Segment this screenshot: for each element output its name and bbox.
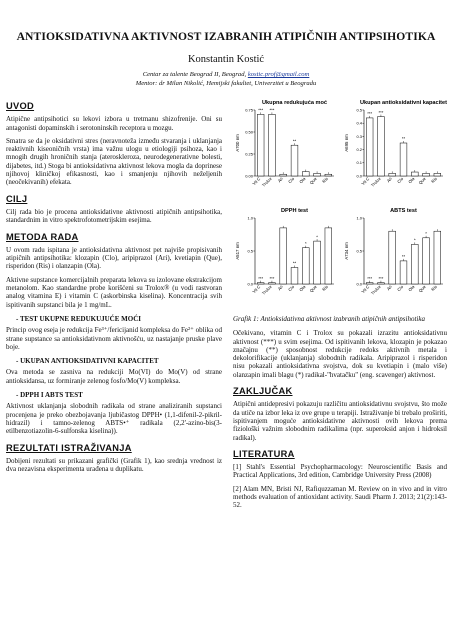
bar-ola xyxy=(302,172,309,176)
x-tick-label: Vit C xyxy=(251,176,262,187)
x-tick-label: Ari xyxy=(276,284,284,292)
y-tick-label: 0.00 xyxy=(245,173,253,179)
bar-vit-c xyxy=(366,283,373,284)
chart-dpph xyxy=(233,204,338,309)
significance-label: *** xyxy=(367,275,373,281)
y-tick-label: 1.0 xyxy=(356,215,362,221)
subheading-reducing-power: - TEST UKUPNE REDUKUJUĆE MOĆI xyxy=(16,314,141,323)
x-tick-label: Vit C xyxy=(360,176,371,187)
bar-trolox xyxy=(378,117,385,176)
x-tick-label: Que xyxy=(417,284,427,294)
bar-que xyxy=(423,173,430,176)
section-heading-rezultati: REZULTATI ISTRAŽIVANJA xyxy=(6,442,132,453)
significance-label: ** xyxy=(401,254,406,260)
x-tick-label: Clo xyxy=(287,284,296,293)
y-tick-label: 0.75 xyxy=(245,107,253,113)
left-column xyxy=(6,96,222,478)
x-tick-label: Ris xyxy=(321,284,330,292)
reference-1: [1] Stahl's Essential Psychopharmacology: Neuroscientific Basis and Practical Applications, 3rd edition, Cambridge University Press (2008) xyxy=(233,463,447,480)
significance-label: *** xyxy=(367,111,373,117)
x-tick-label: Ari xyxy=(276,176,284,184)
x-tick-label: Ari xyxy=(385,284,393,292)
y-tick-label: 0.0 xyxy=(247,281,253,287)
significance-label: * xyxy=(304,240,307,246)
uvod-paragraph-2: Smatra se da je oksidativni stres (neravnoteža između stvaranja i uklanjanja reaktivnih kiseoničnih vrsta) ima važnu ulogu u etiologiji psihoza, kao i mnogih drugih hroničnih stanja (ateroskleroza, neurodegenerativne bolesti, dijabetes, itd.) Stoga bi antioksidativna aktivnost lekova mogla da doprinese njihovoj kliničkoj efikasnosti, kao i smanjenju njihovih neželjenih (neočekivanih) efekata. xyxy=(6,136,222,187)
chart-svg xyxy=(342,204,447,309)
x-tick-label: Clo xyxy=(396,176,405,185)
charts-grid xyxy=(233,96,447,311)
x-tick-label: Ris xyxy=(321,176,330,184)
bar-clo xyxy=(400,143,407,176)
uvod-paragraph-1: Atipične antipsihotici su lekovi izbora u tretmanu shizofrenije. Oni su antagonisti dopaminskih i serotoninskih receptora u mozgu. xyxy=(6,115,222,132)
y-tick-label: 1.0 xyxy=(247,215,253,221)
x-tick-label: Trolox xyxy=(260,176,273,188)
y-axis-label: A734 nm xyxy=(344,242,349,260)
reference-2: [2] Alam MN, Bristi NJ, Rafiquzzaman M. Review on in vivo and in vitro methods evaluation of antioxidant activity. Saudi Pharm J. 2013; 21(2):143-52. xyxy=(233,484,447,510)
x-tick-label: Trolox xyxy=(369,176,382,188)
author-name: Konstantin Kostić xyxy=(187,54,265,65)
bar-que xyxy=(423,238,430,284)
chart-abts xyxy=(342,204,447,309)
chart-reducing-power xyxy=(233,96,338,201)
x-tick-label: Ola xyxy=(298,176,307,185)
x-tick-label: Que xyxy=(308,176,318,186)
figure-caption: Grafik 1: Antioksidativna aktivnost izabranih atipičnih antipsihotika xyxy=(233,315,425,323)
significance-label: ** xyxy=(292,260,297,266)
affiliation-text: Centar za talente Beograd II, Beograd, xyxy=(142,71,247,78)
mentor-line: Mentor: dr Milan Nikolić, Hemijski fakultet, Univerzitet u Beogradu xyxy=(135,80,317,87)
x-tick-label: Ari xyxy=(385,176,393,184)
significance-label: *** xyxy=(258,107,264,113)
bar-ris xyxy=(325,228,332,284)
bar-trolox xyxy=(378,283,385,284)
significance-label: * xyxy=(425,231,427,236)
chart-title: Ukupan antioksidativni kapacitet xyxy=(359,100,447,106)
x-tick-label: Ris xyxy=(430,176,439,184)
y-tick-label: 0.25 xyxy=(245,151,253,157)
bar-vit-c xyxy=(366,118,373,176)
y-axis-label: A695 nm xyxy=(344,134,349,152)
bar-vit-c xyxy=(257,114,264,176)
chart-svg xyxy=(233,204,338,309)
bar-trolox xyxy=(269,114,276,176)
bar-ola xyxy=(411,244,418,284)
chart-total-capacity xyxy=(342,96,447,201)
rezultati-paragraph: Dobijeni rezultati su prikazani grafički (Grafik 1), kao srednja vrednost iz dva nezavisna eksperimenta urađena u duplikatu. xyxy=(6,456,222,474)
x-tick-label: Clo xyxy=(287,176,296,185)
section-heading-cilj: CILJ xyxy=(6,193,28,204)
significance-label: *** xyxy=(258,275,264,281)
chart-svg xyxy=(233,96,338,201)
significance-label: * xyxy=(316,234,318,240)
y-tick-label: 0.4 xyxy=(356,120,362,126)
significance-label: *** xyxy=(378,275,384,281)
significance-label: *** xyxy=(269,275,275,281)
section-heading-metoda: METODA RADA xyxy=(6,231,79,242)
bar-vit-c xyxy=(257,283,264,284)
x-tick-label: Ola xyxy=(407,176,416,185)
section-heading-uvod: UVOD xyxy=(6,101,35,111)
x-tick-label: Trolox xyxy=(260,284,273,296)
y-tick-label: 0.0 xyxy=(356,173,362,179)
metoda-paragraph-1: U ovom radu ispitana je antioksidativna aktivnost pet najviše propisivanih atipičnih antipsihotika: klozapin (Clo), aripiprazol (Ari), kvetiapin (Que), risperidon (Ris) i olanzapin (Ola). xyxy=(6,245,222,271)
x-tick-label: Vit C xyxy=(360,284,371,295)
total-capacity-paragraph: Ova metoda se zasniva na redukciji Mo(VI) do Mo(V) od strane antioksidansa, uz formiranje zelenog fosfo/Mo(V) kompleksa. xyxy=(6,368,222,385)
significance-label: *** xyxy=(269,107,275,113)
results-discussion-paragraph: Očekivano, vitamin C i Trolox su pokazali izrazitu antioksidativnu aktivnost (***) u svim esejima. Od ispitivanih lekova, klozapin je pokazao značajnu (**) sposobnost redukcije redoks aktivnih metala i dekolorifikacije (uklanjanja) slobodnih radikala. Aripiprazol i risperidon nisu pokazali antioksidativna svojstva, dok su kvetiapin i (malo više) olanzapin imali blagu (*) radikal-"hvatačku" (eng. scavenger) aktivnost. xyxy=(233,329,447,379)
x-tick-label: Trolox xyxy=(369,284,382,296)
y-tick-label: 0.1 xyxy=(356,160,362,166)
right-column xyxy=(233,96,447,515)
page-title: ANTIOKSIDATIVNA AKTIVNOST IZABRANIH ATIPIČNIH ANTIPSIHOTIKA xyxy=(16,30,436,43)
y-tick-label: 0.5 xyxy=(247,248,253,254)
y-tick-label: 0.5 xyxy=(356,107,362,113)
y-tick-label: 0.3 xyxy=(356,133,362,139)
bar-ari xyxy=(389,231,396,284)
bar-clo xyxy=(400,261,407,284)
metoda-paragraph-2: Aktivne supstance komercijalnih preparata lekova su izolovane ekstrakcijom metanolom. Kao standardne probe korišćeni su Trolox® (u vodi rastvoran analog vitamina E) i vitamin C (askorbinska kiselina). Koncentracija svih ispitivanih supstanci bila je 1 mg/mL. xyxy=(6,275,222,309)
bar-clo xyxy=(291,268,298,285)
bar-trolox xyxy=(269,283,276,284)
bar-ola xyxy=(302,248,309,284)
x-tick-label: Que xyxy=(417,176,427,186)
reducing-power-paragraph: Princip ovog eseja je redukcija Fe³⁺/fericijanid kompleksa do Fe²⁺ oblika od strane supstance sa antioksidativnom aktivnošću, uz nastajanje pruske plave boje. xyxy=(6,326,222,351)
x-tick-label: Que xyxy=(308,284,318,294)
subheading-dpph-abts: - DPPH I ABTS TEST xyxy=(16,391,83,400)
significance-label: ** xyxy=(401,136,406,142)
bar-ari xyxy=(280,228,287,284)
subheading-total-capacity: - UKUPAN ANTIOKSIDATIVNI KAPACITET xyxy=(16,357,159,366)
bar-ari xyxy=(389,173,396,176)
chart-title: DPPH test xyxy=(280,208,309,214)
dpph-abts-paragraph: Aktivnost uklanjanja slobodnih radikala od strane analiziranih supstanci procenjena je preko obezbojavanja ljubičastog DPPH• (1,1-difenil-2-pikril-hidrazil) i tamno-zelenog ABTS•⁺ radikala (2,2'-azino-bis(3-etilbenzotiazolin-6-sulfonska kiselina)). xyxy=(6,402,222,436)
y-tick-label: 0.50 xyxy=(245,129,253,135)
bar-clo xyxy=(291,145,298,176)
bar-que xyxy=(314,241,321,284)
x-tick-label: Ris xyxy=(430,284,439,292)
y-tick-label: 0.2 xyxy=(356,147,362,152)
chart-svg xyxy=(342,96,447,201)
section-heading-zakljucak: ZAKLJUČAK xyxy=(233,386,293,397)
bar-ari xyxy=(280,174,287,176)
chart-title: ABTS test xyxy=(390,208,417,214)
bar-ola xyxy=(411,172,418,176)
bar-ris xyxy=(434,231,441,284)
significance-label: * xyxy=(413,237,416,243)
significance-label: ** xyxy=(292,138,297,144)
y-axis-label: A517 nm xyxy=(235,242,240,260)
y-axis-label: A700 nm xyxy=(235,134,240,152)
x-tick-label: Vit C xyxy=(251,284,262,295)
email-link[interactable]: kostic.prof@gmail.com xyxy=(247,71,310,78)
zakljucak-paragraph: Atipični antidepresivi pokazuju različitu antioksidativnu svojstvu, što može da utiče na izbor leka iz ove grupe u terapiji. Istraživanje bi trebalo proširiti, ispitivanjem moguće antioksidativne aktivnosti ovih lekova prema fiziološki važnim slobodnim radikalima (npr. superoksid anjon i hidroksil radikal). xyxy=(233,400,447,442)
x-tick-label: Ola xyxy=(407,284,416,293)
bar-ris xyxy=(434,173,441,176)
y-tick-label: 0.5 xyxy=(356,248,362,254)
significance-label: *** xyxy=(378,109,384,115)
chart-title: Ukupna redukujuća moć xyxy=(262,100,327,106)
bar-ris xyxy=(325,174,332,176)
bar-que xyxy=(314,173,321,176)
cilj-paragraph: Cilj rada bio je procena antioksidativne aktivnosti atipičnih antipsihotika, standardnim in vitro spektrofotometrijskim esejima. xyxy=(6,207,222,225)
x-tick-label: Clo xyxy=(396,284,405,293)
affiliation xyxy=(0,70,452,88)
section-heading-literatura: LITERATURA xyxy=(233,448,295,459)
x-tick-label: Ola xyxy=(298,284,307,293)
y-tick-label: 0.0 xyxy=(356,281,362,287)
